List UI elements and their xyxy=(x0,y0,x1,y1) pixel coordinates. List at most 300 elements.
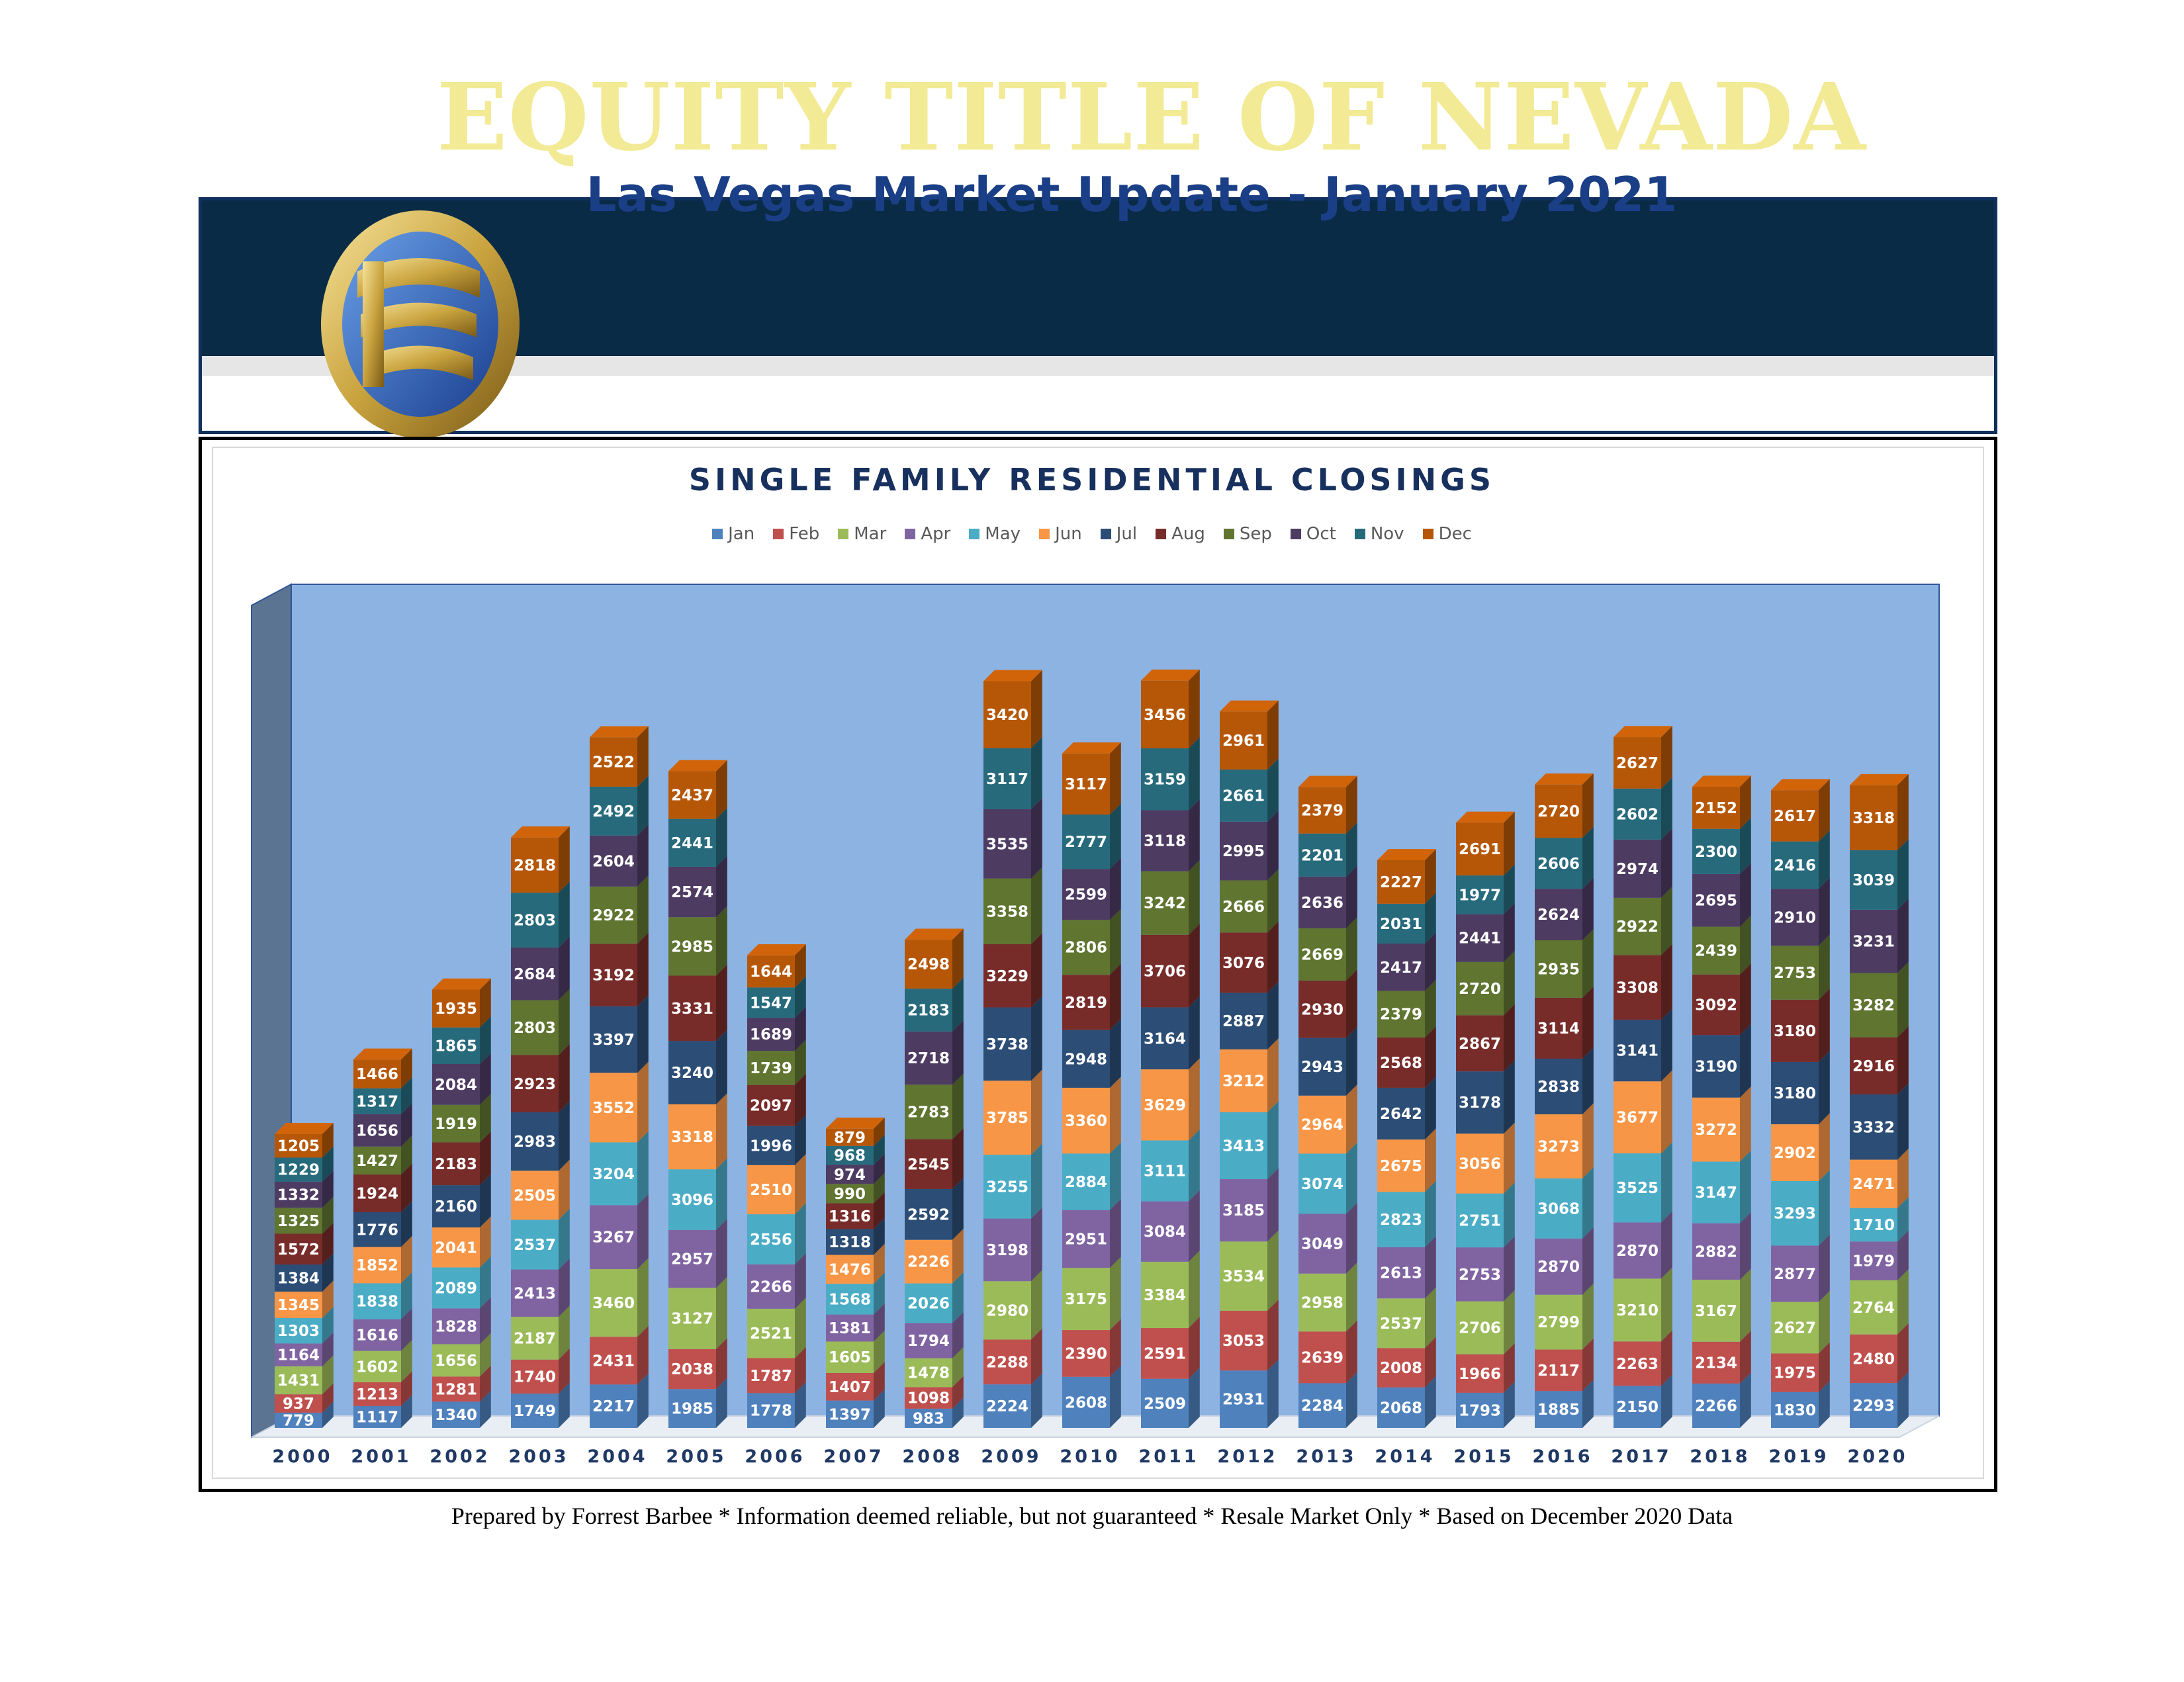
data-label: 1793 xyxy=(1458,1402,1502,1420)
bar-side xyxy=(1897,774,1909,850)
data-label: 2379 xyxy=(1379,1006,1423,1024)
data-label: 1164 xyxy=(277,1347,320,1364)
data-label: 2134 xyxy=(1694,1354,1738,1372)
x-tick-label: 2001 xyxy=(351,1446,412,1467)
bar-side xyxy=(1425,1128,1436,1192)
data-label: 1318 xyxy=(828,1234,872,1252)
bar-side xyxy=(559,1101,570,1171)
bar-side xyxy=(559,989,570,1055)
data-label: 2922 xyxy=(592,907,635,925)
data-label: 1828 xyxy=(434,1318,478,1336)
data-label: 1794 xyxy=(907,1333,950,1350)
x-tick-label: 2008 xyxy=(902,1446,963,1467)
data-label: 1229 xyxy=(277,1161,320,1179)
data-label: 2803 xyxy=(513,912,557,930)
data-label: 2985 xyxy=(670,938,714,956)
data-label: 1776 xyxy=(355,1221,399,1239)
data-label: 2293 xyxy=(1852,1397,1895,1415)
data-label: 2910 xyxy=(1773,909,1817,927)
data-label: 2957 xyxy=(670,1251,714,1268)
data-label: 2751 xyxy=(1458,1212,1502,1230)
bar-side xyxy=(1189,737,1200,810)
bar-side xyxy=(1740,963,1751,1035)
data-label: 2877 xyxy=(1773,1266,1817,1284)
data-label: 2008 xyxy=(1379,1360,1423,1378)
company-name: EQUITY TITLE OF NEVADA xyxy=(437,64,1867,172)
data-label: 2636 xyxy=(1300,894,1344,912)
data-label: 1213 xyxy=(355,1386,399,1403)
data-label: 3178 xyxy=(1458,1094,1502,1112)
data-label: 1966 xyxy=(1458,1365,1502,1383)
data-label: 2720 xyxy=(1458,981,1502,998)
bar-side xyxy=(1031,1208,1042,1281)
data-label: 2117 xyxy=(1537,1362,1580,1380)
data-label: 2627 xyxy=(1773,1319,1817,1337)
data-label: 2666 xyxy=(1222,898,1265,916)
data-label: 1345 xyxy=(277,1296,320,1314)
data-label: 1985 xyxy=(670,1400,714,1418)
data-label: 2152 xyxy=(1694,799,1738,817)
data-label: 2870 xyxy=(1615,1242,1659,1260)
data-label: 2556 xyxy=(749,1231,793,1249)
bar-side xyxy=(1031,1270,1042,1339)
data-label: 3180 xyxy=(1773,1085,1817,1103)
bar-side xyxy=(1661,944,1672,1020)
bar-side xyxy=(1582,1284,1594,1350)
x-tick-label: 2004 xyxy=(587,1446,648,1467)
bar-side xyxy=(1819,989,1830,1062)
bar-side xyxy=(1661,1142,1672,1222)
data-label: 2958 xyxy=(1300,1294,1344,1312)
bar-side xyxy=(1110,803,1121,869)
bar-side xyxy=(1504,1060,1515,1133)
x-tick-label: 2012 xyxy=(1217,1446,1278,1467)
data-label: 1602 xyxy=(355,1358,399,1376)
data-label: 1865 xyxy=(434,1038,478,1055)
x-tick-label: 2005 xyxy=(666,1446,727,1467)
data-label: 1381 xyxy=(828,1320,872,1338)
data-label: 990 xyxy=(833,1185,866,1203)
legend-label: Feb xyxy=(789,524,820,544)
data-label: 1830 xyxy=(1773,1401,1817,1419)
legend-label: Mar xyxy=(854,524,887,544)
data-label: 3192 xyxy=(592,967,635,985)
data-label: 3092 xyxy=(1694,996,1738,1014)
bar-side xyxy=(1031,867,1042,944)
data-label: 3267 xyxy=(592,1229,635,1247)
bar-side xyxy=(1110,1143,1121,1210)
data-label: 2961 xyxy=(1222,732,1265,750)
data-label: 3706 xyxy=(1143,963,1187,981)
data-label: 2624 xyxy=(1537,907,1580,924)
data-label: 2031 xyxy=(1379,915,1423,933)
bar-side xyxy=(1110,1077,1121,1153)
data-label: 2217 xyxy=(592,1398,635,1416)
data-label: 1316 xyxy=(828,1208,872,1226)
data-label: 779 xyxy=(282,1412,315,1430)
legend-label: Nov xyxy=(1370,524,1404,544)
data-label: 1098 xyxy=(907,1390,950,1407)
x-tick-label: 2009 xyxy=(981,1446,1042,1467)
bar-side xyxy=(716,1093,727,1169)
data-label: 2995 xyxy=(1222,843,1265,861)
data-label: 3074 xyxy=(1300,1175,1344,1193)
data-label: 2606 xyxy=(1537,855,1580,873)
data-label: 3272 xyxy=(1694,1122,1738,1139)
bar-side xyxy=(1189,1058,1200,1140)
data-label: 2201 xyxy=(1300,847,1344,865)
data-label: 3397 xyxy=(592,1032,635,1049)
data-label: 2537 xyxy=(1379,1315,1423,1333)
data-label: 3117 xyxy=(1064,775,1108,793)
data-label: 3190 xyxy=(1694,1058,1738,1076)
bar-side xyxy=(1031,1143,1042,1218)
data-label: 1644 xyxy=(749,963,793,981)
data-label: 1117 xyxy=(355,1409,399,1427)
data-label: 3198 xyxy=(985,1241,1029,1259)
data-label: 1885 xyxy=(1537,1401,1580,1419)
data-label: 2887 xyxy=(1222,1013,1265,1031)
bar-side xyxy=(1582,1227,1594,1295)
bar-side xyxy=(1267,1300,1279,1370)
x-tick-label: 2019 xyxy=(1768,1446,1829,1467)
data-label: 2661 xyxy=(1222,787,1265,805)
data-label: 3164 xyxy=(1143,1030,1187,1048)
data-label: 1924 xyxy=(355,1185,399,1203)
data-label: 3552 xyxy=(592,1099,635,1117)
data-label: 3185 xyxy=(1222,1202,1265,1220)
data-label: 2537 xyxy=(513,1237,557,1255)
data-label: 3413 xyxy=(1222,1137,1265,1155)
bar-side xyxy=(1110,1257,1121,1330)
data-label: 3677 xyxy=(1615,1109,1659,1127)
data-label: 2691 xyxy=(1458,841,1502,859)
data-label: 3360 xyxy=(1064,1112,1108,1130)
bar-side xyxy=(1267,982,1279,1049)
data-label: 3738 xyxy=(985,1036,1029,1053)
data-label: 2599 xyxy=(1064,886,1108,904)
data-label: 3111 xyxy=(1143,1163,1187,1180)
data-label: 3456 xyxy=(1143,706,1187,724)
data-label: 2930 xyxy=(1300,1001,1344,1019)
data-label: 1710 xyxy=(1852,1217,1895,1235)
data-label: 3358 xyxy=(985,903,1029,921)
data-label: 2437 xyxy=(670,787,714,805)
data-label: 2604 xyxy=(592,853,635,871)
data-label: 1427 xyxy=(355,1152,399,1170)
data-label: 1568 xyxy=(828,1291,872,1309)
bar-side xyxy=(559,826,570,893)
bar-side xyxy=(1031,737,1042,809)
bar-side xyxy=(1897,839,1909,910)
data-label: 1397 xyxy=(828,1406,872,1424)
bar-side xyxy=(1740,1268,1751,1342)
bar-side xyxy=(1582,1167,1594,1239)
data-label: 2505 xyxy=(513,1187,557,1205)
data-label: 1740 xyxy=(513,1368,557,1386)
x-tick-label: 2007 xyxy=(823,1446,884,1467)
bar-side xyxy=(637,1258,649,1337)
data-label: 2964 xyxy=(1300,1116,1344,1134)
bar-side xyxy=(1267,758,1279,822)
data-label: 2089 xyxy=(434,1280,478,1298)
data-label: 1340 xyxy=(434,1407,478,1425)
data-label: 1431 xyxy=(277,1372,320,1390)
data-label: 2417 xyxy=(1379,959,1423,977)
data-label: 2492 xyxy=(592,803,635,820)
data-label: 2783 xyxy=(907,1104,950,1122)
data-label: 1689 xyxy=(749,1026,793,1044)
data-label: 983 xyxy=(912,1410,945,1428)
data-label: 2818 xyxy=(513,857,557,875)
data-label: 1656 xyxy=(434,1352,478,1370)
bar-side xyxy=(1740,1212,1751,1280)
data-label: 2823 xyxy=(1379,1212,1423,1229)
bar-side xyxy=(637,995,649,1073)
data-label: 1749 xyxy=(513,1403,557,1421)
bar-side xyxy=(1267,701,1279,770)
data-label: 2838 xyxy=(1537,1079,1580,1096)
data-label: 2706 xyxy=(1458,1319,1502,1337)
data-label: 3525 xyxy=(1615,1180,1659,1198)
bar-side xyxy=(559,1044,570,1112)
data-label: 968 xyxy=(833,1147,866,1165)
bar-side xyxy=(1110,908,1121,975)
data-label: 2764 xyxy=(1852,1299,1895,1317)
data-label: 1281 xyxy=(434,1381,478,1399)
data-label: 2545 xyxy=(907,1156,950,1174)
data-label: 2160 xyxy=(434,1198,478,1216)
bar-side xyxy=(1267,1101,1279,1179)
data-label: 2568 xyxy=(1379,1054,1423,1072)
bar-side xyxy=(1031,670,1042,748)
data-label: 2799 xyxy=(1537,1314,1580,1332)
bar-side xyxy=(1267,922,1279,993)
bar-side xyxy=(1661,1008,1672,1081)
bar-side xyxy=(1031,798,1042,878)
data-label: 3056 xyxy=(1458,1155,1502,1173)
data-label: 2675 xyxy=(1379,1157,1423,1175)
bar-side xyxy=(716,906,727,975)
data-label: 1616 xyxy=(355,1327,399,1345)
data-label: 2041 xyxy=(434,1239,478,1257)
bar-side xyxy=(1819,935,1830,1000)
data-label: 1547 xyxy=(749,995,793,1012)
legend-label: May xyxy=(985,524,1021,544)
data-label: 3117 xyxy=(985,770,1029,788)
data-label: 2592 xyxy=(907,1206,950,1224)
bar-side xyxy=(559,881,570,948)
data-label: 3049 xyxy=(1300,1235,1344,1253)
bar-side xyxy=(637,875,649,944)
bar-side xyxy=(1740,1151,1751,1223)
data-label: 2480 xyxy=(1852,1350,1895,1368)
data-label: 1384 xyxy=(277,1270,320,1288)
data-label: 974 xyxy=(833,1166,866,1184)
data-label: 2974 xyxy=(1615,860,1659,878)
x-tick-label: 2011 xyxy=(1138,1446,1199,1467)
bar-side xyxy=(1346,1027,1357,1096)
footer-disclaimer: Prepared by Forrest Barbee * Information deemed reliable, but not guaranteed * Resale Market Only * Based on December 2020 Data xyxy=(451,1503,1733,1529)
data-label: 3147 xyxy=(1694,1184,1738,1202)
bar-side xyxy=(1189,924,1200,1007)
data-label: 2613 xyxy=(1379,1264,1423,1282)
x-tick-label: 2020 xyxy=(1847,1446,1908,1467)
bar-side xyxy=(1346,917,1357,981)
bar-side xyxy=(1189,1129,1200,1202)
bar-side xyxy=(1819,877,1830,946)
bar-side xyxy=(637,1062,649,1143)
data-label: 2574 xyxy=(670,884,714,902)
data-label: 1852 xyxy=(355,1257,399,1274)
data-label: 2867 xyxy=(1458,1035,1502,1053)
bar-side xyxy=(1031,1069,1042,1155)
data-label: 2684 xyxy=(513,965,557,983)
data-label: 1935 xyxy=(434,1000,478,1018)
bar-side xyxy=(1661,887,1672,955)
report-subtitle: Las Vegas Market Update - January 2021 xyxy=(586,167,1678,222)
bar-side xyxy=(1740,1086,1751,1162)
data-label: 1466 xyxy=(355,1066,399,1084)
data-label: 2948 xyxy=(1064,1051,1108,1069)
bar-side xyxy=(1740,863,1751,927)
x-tick-label: 2002 xyxy=(430,1446,490,1467)
x-tick-label: 2003 xyxy=(508,1446,569,1467)
data-label: 3534 xyxy=(1222,1268,1265,1286)
data-label: 3420 xyxy=(985,707,1029,725)
data-label: 2183 xyxy=(907,1002,950,1020)
data-label: 3039 xyxy=(1852,871,1895,889)
data-label: 2695 xyxy=(1694,892,1738,910)
bar-side xyxy=(1189,996,1200,1069)
data-label: 2150 xyxy=(1615,1399,1659,1417)
data-label: 3242 xyxy=(1143,895,1187,912)
bar-side xyxy=(1661,828,1672,898)
x-tick-label: 2015 xyxy=(1453,1446,1514,1467)
legend-label: Jul xyxy=(1116,524,1138,544)
data-label: 2390 xyxy=(1064,1345,1108,1363)
bar-side xyxy=(1189,1190,1200,1262)
data-label: 2718 xyxy=(907,1050,950,1068)
bar-side xyxy=(1582,929,1594,998)
bar-side xyxy=(1189,799,1200,871)
data-label: 3331 xyxy=(670,1000,714,1018)
bar-side xyxy=(1582,774,1594,838)
data-label: 1303 xyxy=(277,1323,320,1341)
data-label: 3229 xyxy=(985,967,1029,985)
data-label: 3273 xyxy=(1537,1138,1580,1156)
data-label: 3159 xyxy=(1143,771,1187,789)
data-label: 937 xyxy=(282,1395,315,1413)
data-label: 2498 xyxy=(907,956,950,974)
data-label: 1325 xyxy=(277,1212,320,1230)
bar-side xyxy=(1897,1083,1909,1159)
data-label: 2224 xyxy=(985,1398,1029,1416)
data-label: 1838 xyxy=(355,1293,399,1311)
data-label: 2300 xyxy=(1694,843,1738,861)
bar-side xyxy=(716,965,727,1041)
data-label: 1975 xyxy=(1773,1364,1817,1382)
legend-label: Oct xyxy=(1306,524,1336,544)
bar-side xyxy=(1504,1122,1515,1193)
data-label: 2642 xyxy=(1379,1106,1423,1124)
data-label: 3332 xyxy=(1852,1119,1895,1137)
data-label: 2227 xyxy=(1379,873,1423,891)
data-label: 3535 xyxy=(985,836,1029,854)
data-label: 2983 xyxy=(513,1133,557,1151)
data-label: 2038 xyxy=(670,1361,714,1379)
data-label: 3114 xyxy=(1537,1020,1580,1038)
data-label: 1407 xyxy=(828,1378,872,1396)
data-label: 3084 xyxy=(1143,1223,1187,1241)
bar-side xyxy=(1346,1084,1357,1154)
data-label: 3096 xyxy=(670,1192,714,1210)
data-label: 3282 xyxy=(1852,997,1895,1015)
x-tick-label: 2017 xyxy=(1611,1446,1672,1467)
data-label: 879 xyxy=(833,1129,866,1147)
bar-side xyxy=(1819,1170,1830,1245)
data-label: 3240 xyxy=(670,1065,714,1083)
bar-side xyxy=(1267,1230,1279,1310)
data-label: 3141 xyxy=(1615,1042,1659,1060)
data-label: 1478 xyxy=(907,1364,950,1382)
data-label: 1332 xyxy=(277,1186,320,1204)
data-label: 2753 xyxy=(1773,965,1817,983)
data-label: 2266 xyxy=(1694,1397,1738,1415)
bar-side xyxy=(1267,1168,1279,1241)
data-label: 3127 xyxy=(670,1310,714,1328)
data-label: 2183 xyxy=(434,1155,478,1173)
data-label: 3212 xyxy=(1222,1073,1265,1090)
data-label: 2522 xyxy=(592,754,635,772)
bar-side xyxy=(1819,1113,1830,1181)
x-tick-label: 2013 xyxy=(1296,1446,1357,1467)
data-label: 2413 xyxy=(513,1285,557,1303)
data-label: 2777 xyxy=(1064,834,1108,852)
legend-label: Jun xyxy=(1055,524,1082,544)
legend-label: Aug xyxy=(1171,524,1205,544)
data-label: 3460 xyxy=(592,1295,635,1313)
bar-side xyxy=(952,1020,964,1084)
bar-side xyxy=(716,1158,727,1229)
data-label: 2870 xyxy=(1537,1259,1580,1276)
data-label: 2441 xyxy=(1458,930,1502,948)
bar-side xyxy=(1267,869,1279,933)
data-label: 2471 xyxy=(1852,1176,1895,1194)
data-label: 3255 xyxy=(985,1178,1029,1196)
data-label: 2510 xyxy=(749,1181,793,1199)
bar-side xyxy=(1425,1181,1436,1247)
x-tick-label: 2000 xyxy=(272,1446,333,1467)
data-label: 3308 xyxy=(1615,979,1659,997)
data-label: 1739 xyxy=(749,1059,793,1077)
data-label: 2187 xyxy=(513,1330,557,1348)
data-label: 2602 xyxy=(1615,806,1659,824)
data-label: 1476 xyxy=(828,1261,872,1279)
bar-side xyxy=(1897,1269,1909,1335)
bar-side xyxy=(1504,812,1515,875)
bar-side xyxy=(1346,1203,1357,1274)
bar-side xyxy=(1110,1019,1121,1088)
data-label: 2284 xyxy=(1300,1397,1344,1415)
bar-side xyxy=(1661,1268,1672,1342)
data-label: 2097 xyxy=(749,1097,793,1115)
data-label: 2923 xyxy=(513,1075,557,1093)
data-label: 3118 xyxy=(1143,832,1187,850)
bar-side xyxy=(1504,1290,1515,1354)
data-label: 3318 xyxy=(1852,809,1895,827)
data-label: 2916 xyxy=(1852,1057,1895,1075)
